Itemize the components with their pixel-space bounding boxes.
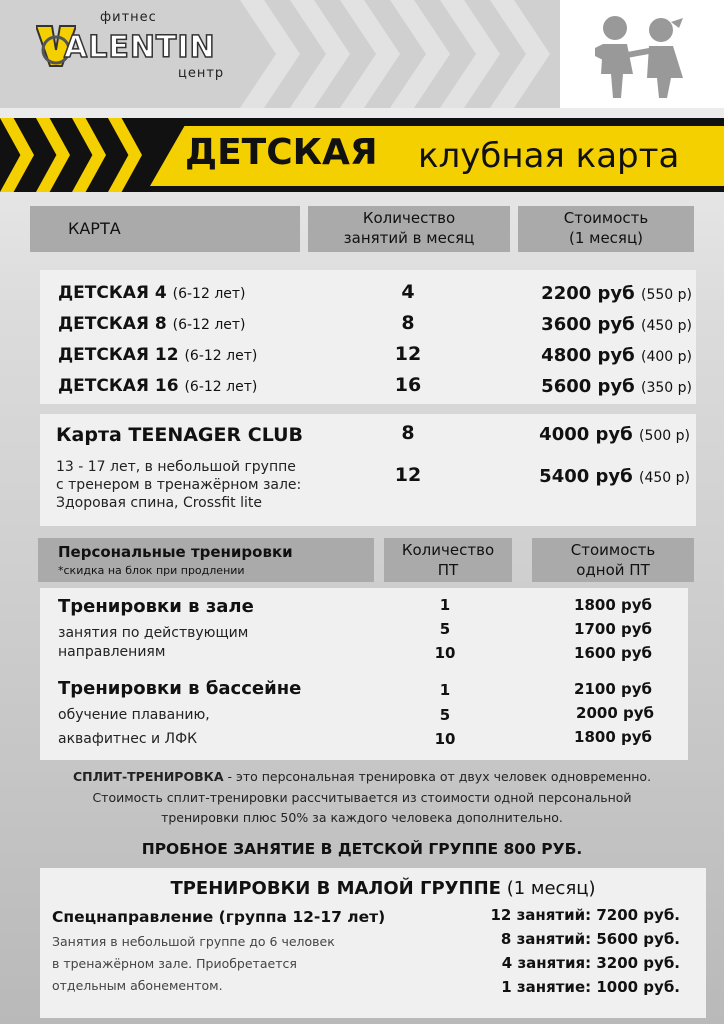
group-spec: Спецнаправление (группа 12-17 лет)	[52, 908, 386, 926]
gym-desc-1: занятия по действующим	[58, 625, 249, 641]
personal-header-box	[38, 538, 374, 582]
personal-price-label-1: Стоимость	[570, 541, 656, 559]
card-count: 12	[394, 343, 422, 365]
teen-desc-1: 13 - 17 лет, в небольшой группе	[56, 459, 296, 475]
pool-price: 1800 руб	[574, 728, 652, 746]
col-price-label-1: Стоимость	[563, 209, 649, 227]
card-price: 5600 руб (350 р)	[541, 376, 692, 397]
split-line-1: СПЛИТ-ТРЕНИРОВКА - это персональная тренировка от двух человек одновременно.	[72, 769, 652, 784]
group-title: ТРЕНИРОВКИ В МАЛОЙ ГРУППЕ (1 месяц)	[170, 878, 596, 899]
pool-desc-2: аквафитнес и ЛФК	[58, 731, 198, 747]
gym-desc-2: направлениям	[58, 644, 166, 660]
page-subtitle: клубная карта	[418, 136, 680, 176]
personal-subtitle: *скидка на блок при продлении	[58, 564, 245, 577]
card-count: 8	[401, 312, 415, 334]
card-price: 4800 руб (400 р)	[541, 345, 692, 366]
group-price: 8 занятий: 5600 руб.	[500, 930, 680, 948]
group-desc-2: в тренажёрном зале. Приобретается	[52, 956, 297, 971]
pool-count: 1	[439, 681, 451, 699]
header-count-box	[308, 206, 510, 252]
card-name: ДЕТСКАЯ 16 (6-12 лет)	[58, 376, 258, 396]
pool-price: 2100 руб	[574, 680, 652, 698]
gym-count: 5	[439, 620, 451, 638]
pool-price: 2000 руб	[576, 704, 654, 722]
personal-count-label-2: ПТ	[437, 561, 459, 579]
pool-count: 5	[439, 706, 451, 724]
personal-count-box	[384, 538, 512, 582]
personal-title: Персональные тренировки	[58, 543, 293, 561]
col-price-label-2: (1 месяц)	[568, 229, 644, 247]
card-name: ДЕТСКАЯ 4 (6-12 лет)	[58, 283, 246, 303]
trial-offer: ПРОБНОЕ ЗАНЯТИЕ В ДЕТСКОЙ ГРУППЕ 800 РУБ.	[141, 840, 583, 858]
split-line-2: Стоимость сплит-тренировки рассчитывается из стоимости одной персональной	[92, 790, 632, 805]
teen-price-a: 4000 руб (500 р)	[539, 424, 690, 445]
card-name: ДЕТСКАЯ 12 (6-12 лет)	[58, 345, 258, 365]
logo	[30, 10, 260, 90]
card-count: 16	[394, 374, 422, 396]
teen-price-b: 5400 руб (450 р)	[539, 466, 690, 487]
page-title: ДЕТСКАЯ	[185, 132, 378, 173]
personal-count-label-1: Количество	[401, 541, 495, 559]
pool-count: 10	[434, 730, 456, 748]
pool-desc-1: обучение плаванию,	[58, 707, 210, 723]
card-name: ДЕТСКАЯ 8 (6-12 лет)	[58, 314, 246, 334]
card-count: 4	[401, 281, 415, 303]
group-price: 1 занятие: 1000 руб.	[501, 978, 680, 996]
kids-icon	[585, 12, 695, 102]
header-price-box	[518, 206, 694, 252]
card-price: 3600 руб (450 р)	[541, 314, 692, 335]
gym-price: 1700 руб	[574, 620, 652, 638]
teen-desc-2: с тренером в тренажёрном зале:	[56, 477, 302, 493]
teen-card-name: Карта TEENAGER CLUB	[56, 424, 304, 446]
pool-title: Тренировки в бассейне	[58, 678, 302, 699]
teen-count-b: 12	[394, 464, 422, 486]
gym-count: 10	[434, 644, 456, 662]
group-desc-3: отдельным абонементом.	[52, 978, 223, 993]
logo-bottom-text: центр	[178, 66, 225, 81]
teen-count-a: 8	[401, 422, 415, 444]
personal-price-label-2: одной ПТ	[576, 561, 650, 579]
col-card-label: КАРТА	[68, 219, 121, 238]
card-price: 2200 руб (550 р)	[541, 283, 692, 304]
col-count-label-1: Количество	[362, 209, 456, 227]
group-desc-1: Занятия в небольшой группе до 6 человек	[52, 934, 335, 949]
split-line-3: тренировки плюс 50% за каждого человека дополнительно.	[161, 810, 563, 825]
gym-price: 1800 руб	[574, 596, 652, 614]
header-card-box	[30, 206, 300, 252]
logo-main-text: ALENTIN	[64, 30, 216, 65]
personal-price-box	[532, 538, 694, 582]
gym-title: Тренировки в зале	[58, 596, 254, 617]
group-price: 4 занятия: 3200 руб.	[501, 954, 680, 972]
logo-top-text: фитнес	[100, 10, 157, 25]
teen-desc-3: Здоровая спина, Crossfit lite	[56, 495, 262, 511]
gym-count: 1	[439, 596, 451, 614]
gym-price: 1600 руб	[574, 644, 652, 662]
col-count-label-2: занятий в месяц	[343, 229, 475, 247]
group-price: 12 занятий: 7200 руб.	[490, 906, 680, 924]
